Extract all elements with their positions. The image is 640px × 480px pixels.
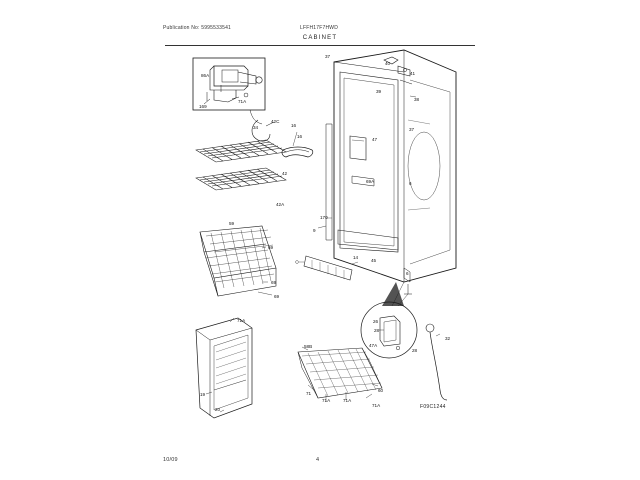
- part-callout: 71A: [237, 318, 246, 323]
- part-callout: 37: [409, 127, 415, 132]
- part-callout: 28: [412, 348, 418, 353]
- part-callout: 169: [199, 104, 207, 109]
- part-callout: 42C: [271, 119, 280, 124]
- part-callout: 19: [200, 392, 206, 397]
- part-callout: 9: [313, 228, 316, 233]
- part-callout: 59: [229, 221, 235, 226]
- part-callout: 28: [374, 328, 380, 333]
- part-callout: 41: [410, 71, 416, 76]
- part-callout: 170: [320, 215, 328, 220]
- part-callout: 60: [378, 388, 384, 393]
- part-callout: 69: [274, 294, 280, 299]
- part-callout: 34: [253, 125, 259, 130]
- part-callout: 71: [306, 391, 312, 396]
- part-callout: 40: [385, 61, 391, 66]
- part-callout: 6: [406, 271, 409, 276]
- part-callout: 47: [372, 137, 378, 142]
- part-callout: 39: [376, 89, 382, 94]
- diagram-code: F09C1244: [420, 404, 446, 410]
- footer-page-number: 4: [316, 457, 320, 463]
- part-callout: 86A: [201, 73, 210, 78]
- part-callout: 47A: [369, 343, 378, 348]
- part-callout: 42: [282, 171, 288, 176]
- part-callout: 58B: [304, 344, 313, 349]
- part-callout: 42A: [276, 202, 285, 207]
- part-callout: 69A: [366, 179, 375, 184]
- part-callout: 14: [353, 255, 359, 260]
- part-callout: 16: [297, 134, 303, 139]
- page-title: CABINET: [302, 35, 338, 41]
- part-callout: 38: [414, 97, 420, 102]
- part-callout: 16: [291, 123, 297, 128]
- part-callout: 20: [215, 407, 221, 412]
- part-callout: 71A: [372, 403, 381, 408]
- part-callout: 71A: [238, 99, 247, 104]
- part-callout: 6: [409, 181, 412, 186]
- part-callout: 37: [325, 54, 331, 59]
- part-callout: 32: [445, 336, 451, 341]
- part-callout: 69: [268, 245, 274, 250]
- header-divider: [165, 45, 475, 46]
- publication-number: Publication No: 5995533541: [163, 25, 232, 31]
- part-callout: 71A: [322, 398, 331, 403]
- model-number: LFFH17F7HWD: [300, 25, 339, 31]
- part-callout: 69: [271, 280, 277, 285]
- part-callout: 71A: [343, 398, 352, 403]
- part-callout: 45: [371, 258, 377, 263]
- part-callout: 26: [373, 319, 379, 324]
- footer-date: 10/09: [163, 457, 178, 463]
